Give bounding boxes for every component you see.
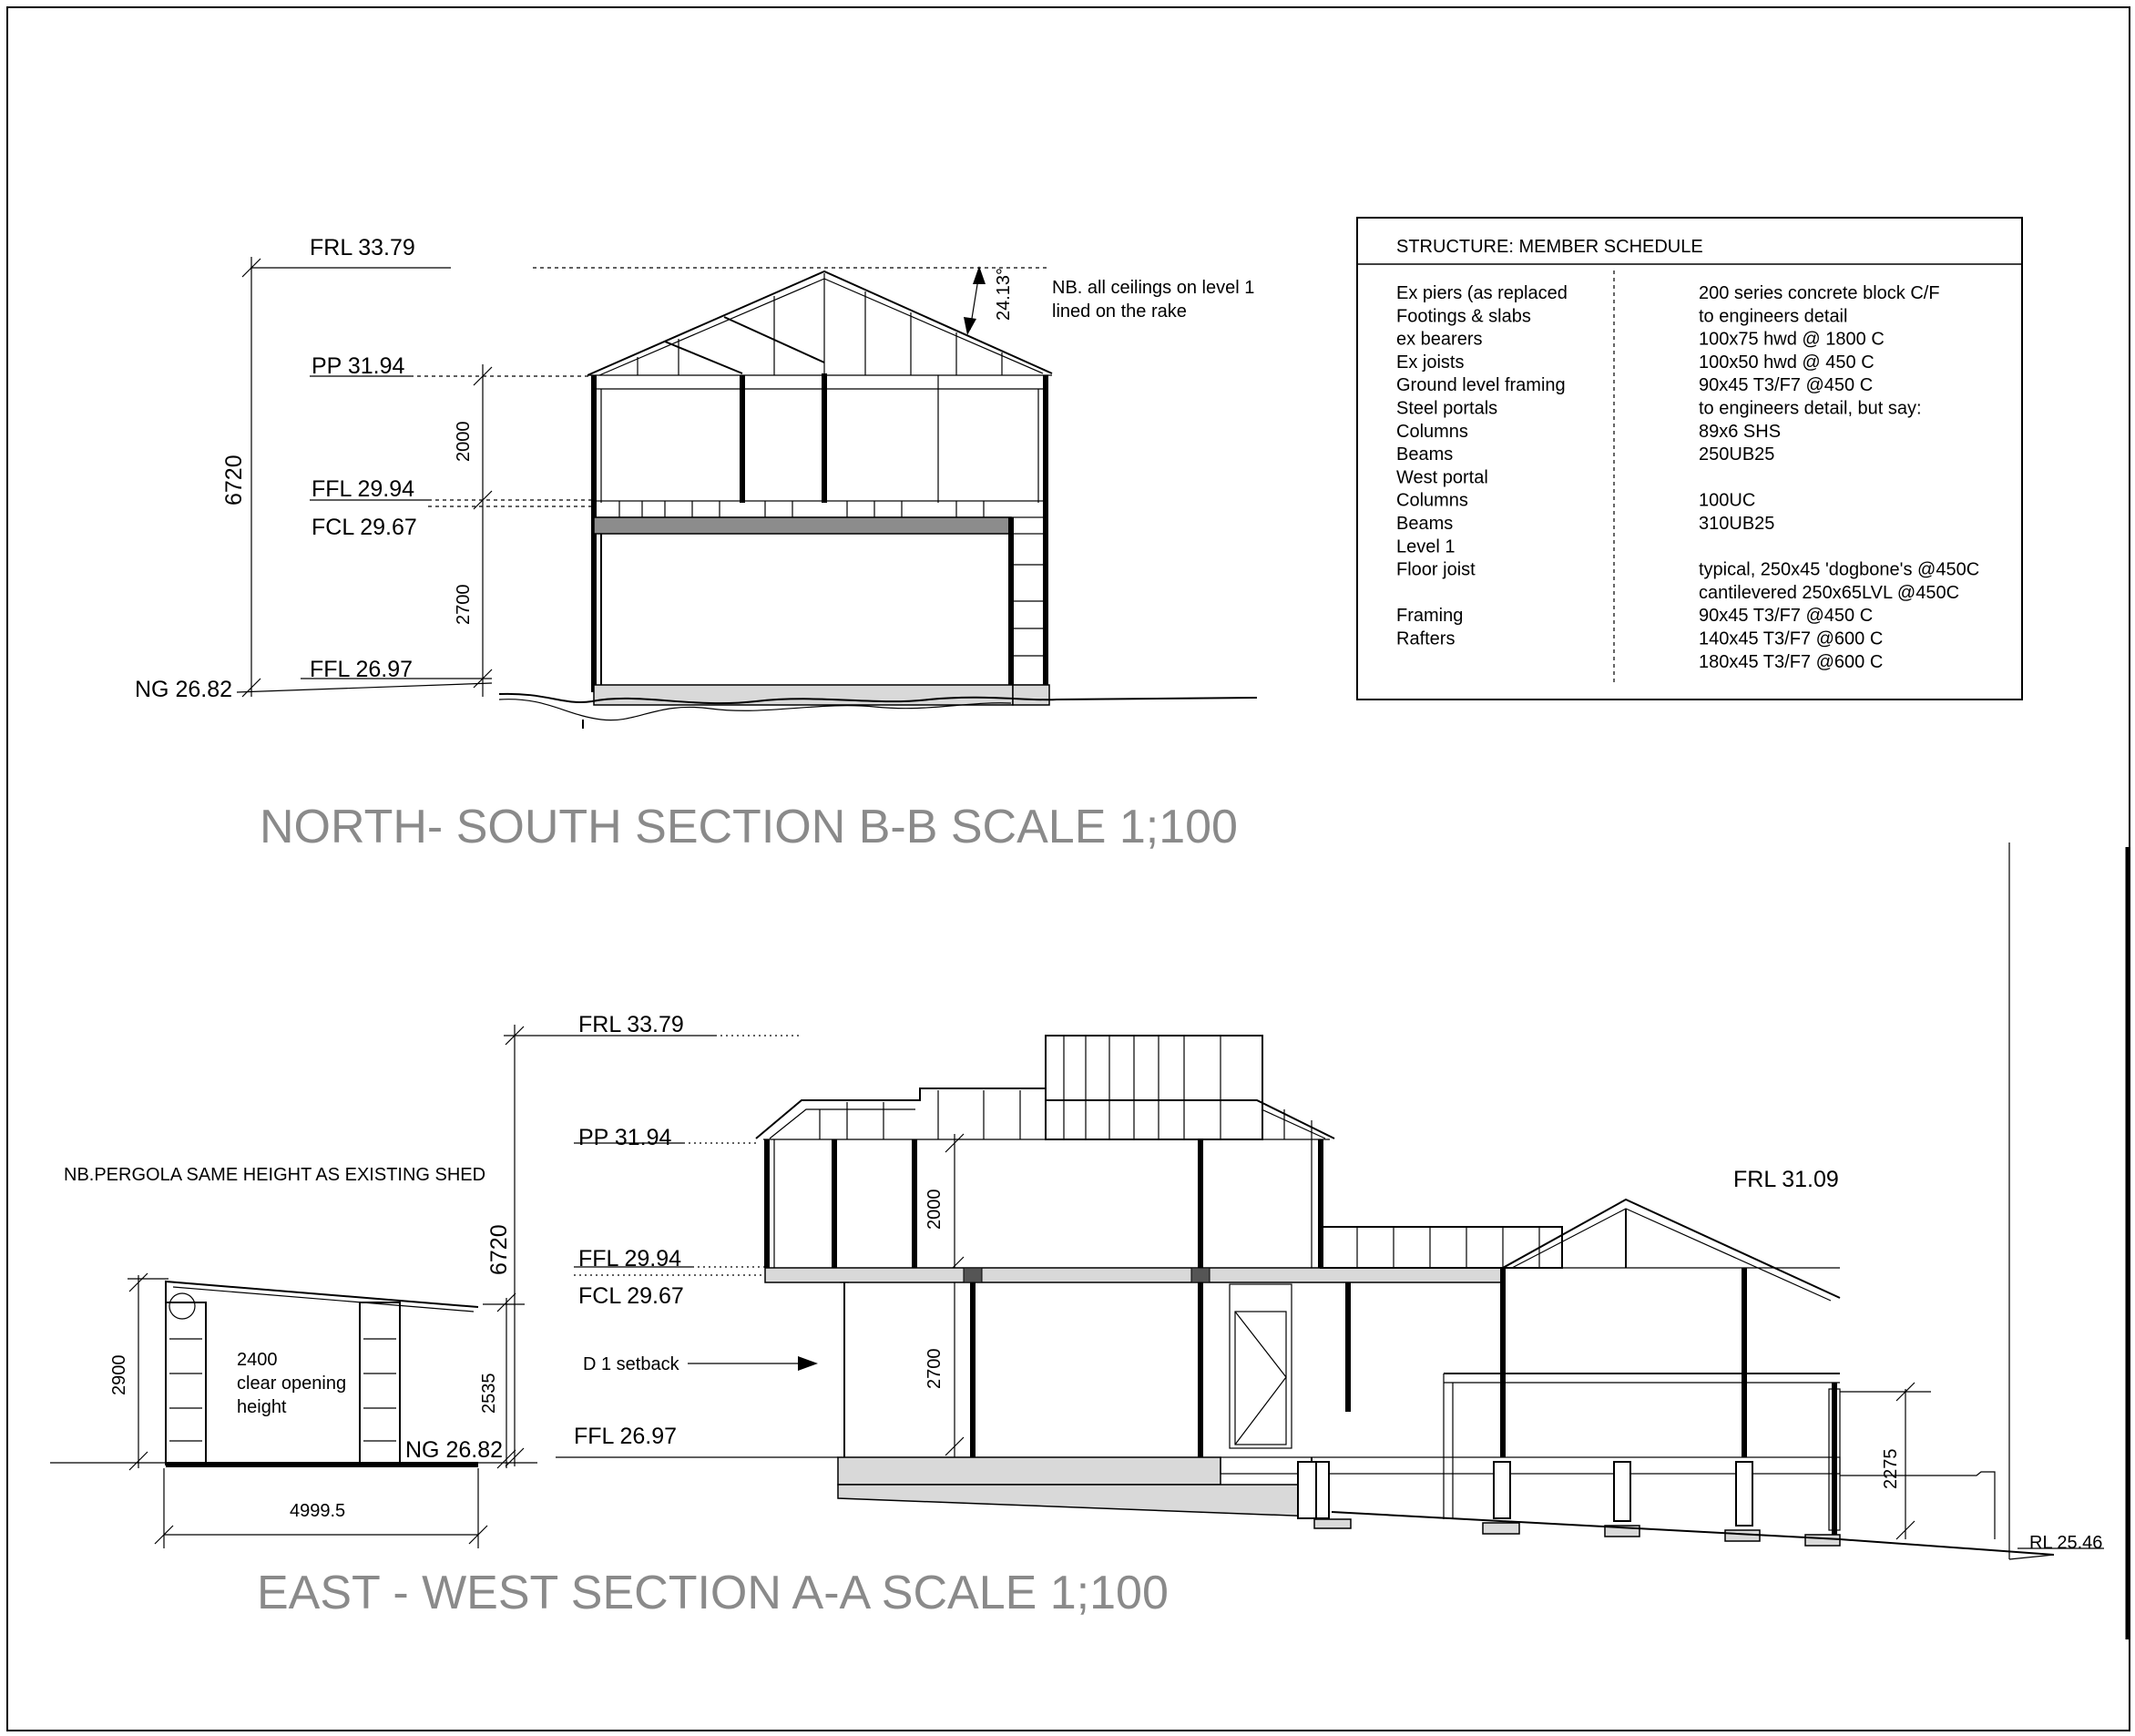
schedule-item: West portal bbox=[1396, 467, 1488, 488]
ew-section-title: EAST - WEST SECTION A-A SCALE 1;100 bbox=[257, 1567, 1169, 1619]
schedule-spec: 90x45 T3/F7 @450 C bbox=[1699, 606, 1874, 627]
schedule-spec: 90x45 T3/F7 @450 C bbox=[1699, 375, 1874, 396]
schedule-item: ex bearers bbox=[1396, 329, 1483, 350]
ew-level-frl-rear: FRL 31.09 bbox=[1733, 1167, 1839, 1192]
ns-level-frl: FRL 33.79 bbox=[310, 235, 415, 260]
schedule-spec: 200 series concrete block C/F bbox=[1699, 283, 1940, 303]
setback-label: D 1 setback bbox=[583, 1354, 679, 1374]
pergola-note: NB.PERGOLA SAME HEIGHT AS EXISTING SHED bbox=[64, 1165, 486, 1185]
ew-level-pp: PP 31.94 bbox=[578, 1125, 672, 1150]
shed-text-line1: 2400 bbox=[237, 1350, 278, 1370]
schedule-item: Framing bbox=[1396, 606, 1464, 627]
schedule-spec: to engineers detail bbox=[1699, 306, 1848, 327]
schedule-spec: 140x45 T3/F7 @600 C bbox=[1699, 628, 1884, 649]
schedule-spec: cantilevered 250x65LVL @450C bbox=[1699, 582, 1960, 603]
ns-level-ng: NG 26.82 bbox=[135, 677, 233, 702]
schedule-item: Ground level framing bbox=[1396, 375, 1566, 396]
ns-dim-lower: 2700 bbox=[454, 584, 474, 625]
schedule-item: Beams bbox=[1396, 444, 1454, 465]
ns-roof-angle: 24.13° bbox=[994, 267, 1014, 321]
schedule-item: Beams bbox=[1396, 514, 1454, 534]
ns-note-line1: NB. all ceilings on level 1 bbox=[1052, 278, 1255, 298]
ew-level-ffl-upper: FFL 29.94 bbox=[578, 1246, 682, 1271]
ew-dim-lower: 2700 bbox=[924, 1348, 945, 1389]
member-schedule bbox=[1357, 218, 2022, 700]
ns-dim-overall: 6720 bbox=[221, 454, 247, 505]
ns-dim-upper: 2000 bbox=[454, 421, 474, 462]
east-west-section bbox=[50, 842, 2104, 1619]
ew-dim-shed-opening: 2535 bbox=[479, 1373, 499, 1414]
schedule-item: Footings & slabs bbox=[1396, 306, 1531, 327]
ns-note-line2: lined on the rake bbox=[1052, 301, 1187, 322]
schedule-item: Columns bbox=[1396, 421, 1468, 442]
schedule-spec: 100UC bbox=[1699, 490, 1756, 511]
ew-level-ng: NG 26.82 bbox=[405, 1437, 504, 1463]
schedule-item: Ex joists bbox=[1396, 352, 1465, 373]
schedule-spec: 100x75 hwd @ 1800 C bbox=[1699, 329, 1885, 350]
ew-dim-deck: 2275 bbox=[1881, 1448, 1901, 1489]
ew-dim-overall: 6720 bbox=[486, 1224, 512, 1275]
schedule-spec: to engineers detail, but say: bbox=[1699, 398, 1922, 419]
ew-level-fcl: FCL 29.67 bbox=[578, 1283, 684, 1309]
ew-dim-shed-width: 4999.5 bbox=[290, 1501, 346, 1521]
shed-text-line2: clear opening bbox=[237, 1373, 347, 1394]
schedule-item: Rafters bbox=[1396, 628, 1456, 649]
shed-text-line3: height bbox=[237, 1397, 287, 1417]
ns-level-ffl-upper: FFL 29.94 bbox=[312, 476, 415, 502]
schedule-spec: 89x6 SHS bbox=[1699, 421, 1782, 442]
schedule-spec: 250UB25 bbox=[1699, 444, 1775, 465]
schedule-rows bbox=[1396, 283, 1979, 672]
schedule-item: Steel portals bbox=[1396, 398, 1498, 419]
ew-level-frl: FRL 33.79 bbox=[578, 1012, 684, 1037]
schedule-title: STRUCTURE: MEMBER SCHEDULE bbox=[1396, 237, 1703, 257]
schedule-spec: typical, 250x45 'dogbone's @450C bbox=[1699, 559, 1980, 580]
ns-level-fcl: FCL 29.67 bbox=[312, 515, 417, 540]
schedule-item: Columns bbox=[1396, 490, 1468, 511]
ns-level-ffl-ground: FFL 26.97 bbox=[310, 657, 414, 682]
ns-section-title: NORTH- SOUTH SECTION B-B SCALE 1;100 bbox=[260, 801, 1238, 853]
ew-level-rl: RL 25.46 bbox=[2029, 1533, 2103, 1553]
ew-level-ffl-ground: FFL 26.97 bbox=[574, 1424, 678, 1449]
ew-dim-upper: 2000 bbox=[924, 1189, 945, 1230]
schedule-item: Level 1 bbox=[1396, 536, 1456, 557]
schedule-spec: 100x50 hwd @ 450 C bbox=[1699, 352, 1875, 373]
schedule-spec: 180x45 T3/F7 @600 C bbox=[1699, 651, 1884, 672]
ew-dim-shed-height: 2900 bbox=[109, 1354, 129, 1395]
schedule-item: Floor joist bbox=[1396, 559, 1476, 580]
schedule-item: Ex piers (as replaced bbox=[1396, 283, 1568, 303]
schedule-spec: 310UB25 bbox=[1699, 514, 1775, 534]
ns-level-pp: PP 31.94 bbox=[312, 353, 405, 379]
north-south-section bbox=[135, 235, 1257, 853]
